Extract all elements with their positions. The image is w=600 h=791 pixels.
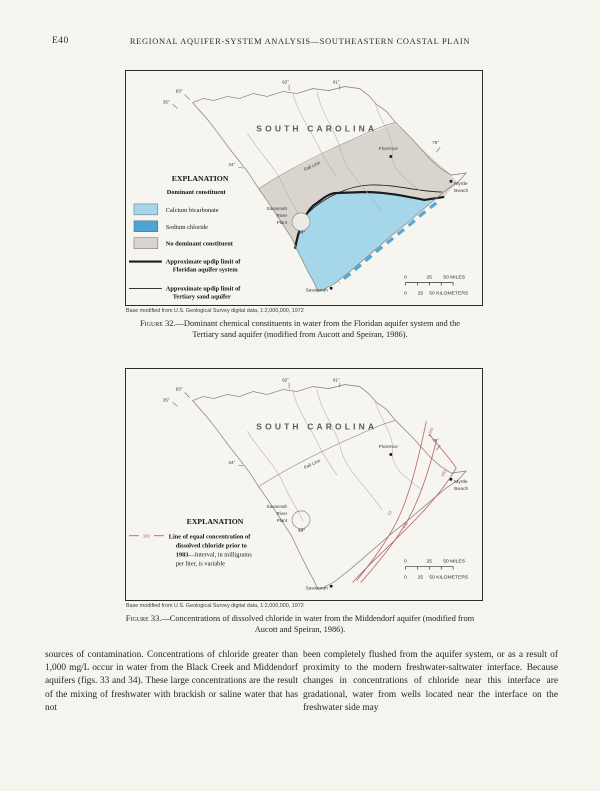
svg-text:50 MILES: 50 MILES (443, 559, 466, 565)
figure-32-caption (70, 319, 530, 340)
svg-text:0: 0 (404, 559, 407, 565)
figure-33-map (126, 369, 482, 600)
lon-82-label: 82° (282, 377, 290, 383)
legend-label-tertiary-2: Tertiary sand aquifer (172, 293, 231, 301)
base-credit-32: Base modified from U.S. Geological Survey digital data, 1:2,000,000, 1972 (126, 308, 304, 314)
lat-34-label: 34° (228, 460, 236, 466)
legend-swatch-sodium-chloride (134, 221, 158, 232)
legend-line-4: per liter, is variable (175, 560, 225, 568)
lon-79-label: 79° (432, 438, 440, 444)
myrtle-beach-dot (450, 180, 453, 183)
body-text-column-left: sources of contamination. Concentrations of chloride greater than 1,000 mg/L occur in water from the Black Creek and Middendorf aquifers (figs. 33 and 34). These large concentrations are the result of the mixing of freshwater with brackish or saline water that has not (45, 650, 298, 713)
lon-82-label: 82° (282, 79, 290, 85)
body-text-column-right: been completely flushed from the aquifer system, or as a result of proximity to the modern freshwater-saltwater interface. Because changes in concentrations of chloride near this interface are gradational, water from wells located near the interface on the freshwater side may (303, 650, 558, 713)
legend-swatch-calcium-bicarbonate (134, 204, 158, 215)
contour-label-250: 250 (439, 468, 448, 478)
figure-33-frame (125, 368, 483, 601)
legend-title: EXPLANATION (186, 516, 244, 526)
myrtle-beach-label-1: Myrtle (454, 182, 468, 188)
lat-33-label: 33° (298, 528, 306, 534)
scale-bar (404, 559, 469, 581)
legend-label-sodium: Sodium chloride (165, 223, 208, 231)
savannah-dot (330, 287, 333, 290)
figure-32-caption-line2: Tertiary sand aquifer (modified from Aucott and Speiran, 1986). (192, 329, 408, 339)
scale-bar (404, 274, 469, 296)
chloride-contour-lines (353, 421, 456, 582)
svg-text:25: 25 (417, 575, 424, 581)
savannah-label: Savannah (305, 586, 328, 592)
svg-text:0: 0 (404, 275, 407, 281)
figure-33-caption-line1: —Concentrations of dissolved chloride in water from the Middendorf aquifer (modified from (161, 614, 475, 623)
figure-32-frame (125, 70, 483, 306)
lon-81-label: 81° (332, 377, 340, 383)
contour-label-10: 10 (386, 509, 394, 517)
figure-33-legend (129, 517, 252, 568)
lat-33-label: 33° (298, 230, 306, 236)
svg-text:Savannah: Savannah (266, 205, 288, 211)
florence-dot (390, 453, 393, 456)
legend-line-2: dissolved chloride prior to (175, 542, 247, 550)
figure-32-caption-line1: —Dominant chemical constituents in water from the Floridan aquifer system and the (175, 319, 460, 328)
page-number: E40 (52, 36, 69, 46)
svg-text:50 KILOMETERS: 50 KILOMETERS (429, 291, 469, 297)
florence-dot (390, 155, 393, 158)
fall-line-label: Fall Line (303, 457, 321, 470)
legend-line-1: Line of equal concentration of (168, 533, 251, 541)
legend-label-floridan-2: Floridan aquifer system (172, 266, 238, 274)
svg-text:Savannah: Savannah (266, 503, 288, 509)
base-credit-33: Base modified from U.S. Geological Survey digital data, 1:2,000,000, 1972 (126, 603, 304, 609)
legend-label-floridan-1: Approximate updip limit of (165, 258, 241, 266)
state-name-label: SOUTH CAROLINA (256, 123, 378, 134)
florence-label: Florence (378, 445, 398, 451)
svg-text:0: 0 (404, 575, 407, 581)
lon-81-label: 81° (332, 79, 340, 85)
lon-79-label: 79° (432, 140, 440, 146)
figure-33-caption-label: Figure 33. (125, 614, 162, 623)
myrtle-beach-dot (450, 478, 453, 481)
legend-symbol-value: 100 (142, 533, 150, 539)
graticule-labels (163, 378, 440, 534)
legend-line-3: 1983—Interval, in milligrams (175, 551, 252, 559)
savannah-dot (330, 585, 333, 588)
myrtle-beach-label-2: Beach (454, 486, 469, 492)
lat-35-label: 35° (162, 99, 170, 105)
svg-text:0: 0 (404, 291, 407, 297)
legend-label-tertiary-1: Approximate updip limit of (165, 285, 241, 293)
running-title: REGIONAL AQUIFER-SYSTEM ANALYSIS—SOUTHEASTERN COASTAL PLAIN (129, 37, 471, 46)
svg-text:Plant: Plant (276, 219, 288, 225)
svg-text:50 KILOMETERS: 50 KILOMETERS (429, 575, 469, 581)
svg-text:25: 25 (417, 291, 424, 297)
svg-text:Plant: Plant (276, 517, 288, 523)
legend-subtitle: Dominant constituent (166, 188, 226, 196)
svg-text:River: River (276, 510, 288, 516)
figure-32-caption-label: Figure 32. (139, 319, 176, 328)
savannah-river-plant-label (267, 206, 288, 225)
myrtle-beach-label-2: Beach (454, 188, 469, 194)
savannah-river-plant-area (292, 511, 310, 529)
svg-text:25: 25 (426, 559, 433, 565)
figure-32-map (126, 71, 482, 305)
figure-32-legend (129, 174, 241, 300)
figure-33-caption-line2: Aucott and Speiran, 1986). (254, 624, 346, 634)
legend-swatch-no-dominant (134, 238, 158, 249)
figure-33-caption (70, 614, 530, 635)
savannah-label: Savannah (305, 288, 328, 294)
state-name-label: SOUTH CAROLINA (256, 421, 378, 432)
florence-label: Florence (378, 147, 398, 153)
savannah-river-plant-label (267, 504, 288, 523)
savannah-river-plant-area (292, 213, 310, 231)
legend-label-no-dominant: No dominant constituent (165, 240, 233, 248)
fall-line-label: Fall Line (303, 159, 321, 172)
myrtle-beach-label-1: Myrtle (454, 480, 468, 486)
lat-34-label: 34° (228, 162, 236, 168)
lat-35-label: 35° (162, 397, 170, 403)
lon-83-label: 83° (175, 386, 183, 392)
contour-label-100: 100 (401, 520, 410, 530)
svg-text:50 MILES: 50 MILES (443, 275, 466, 281)
legend-label-calcium: Calcium bicarbonate (165, 206, 219, 214)
contour-label-1000: 1000 (426, 426, 435, 438)
legend-title: EXPLANATION (171, 174, 229, 184)
river-lines (247, 390, 420, 521)
state-outline (193, 385, 469, 590)
svg-text:25: 25 (426, 275, 433, 281)
svg-text:River: River (276, 212, 288, 218)
lon-83-label: 83° (175, 88, 183, 94)
